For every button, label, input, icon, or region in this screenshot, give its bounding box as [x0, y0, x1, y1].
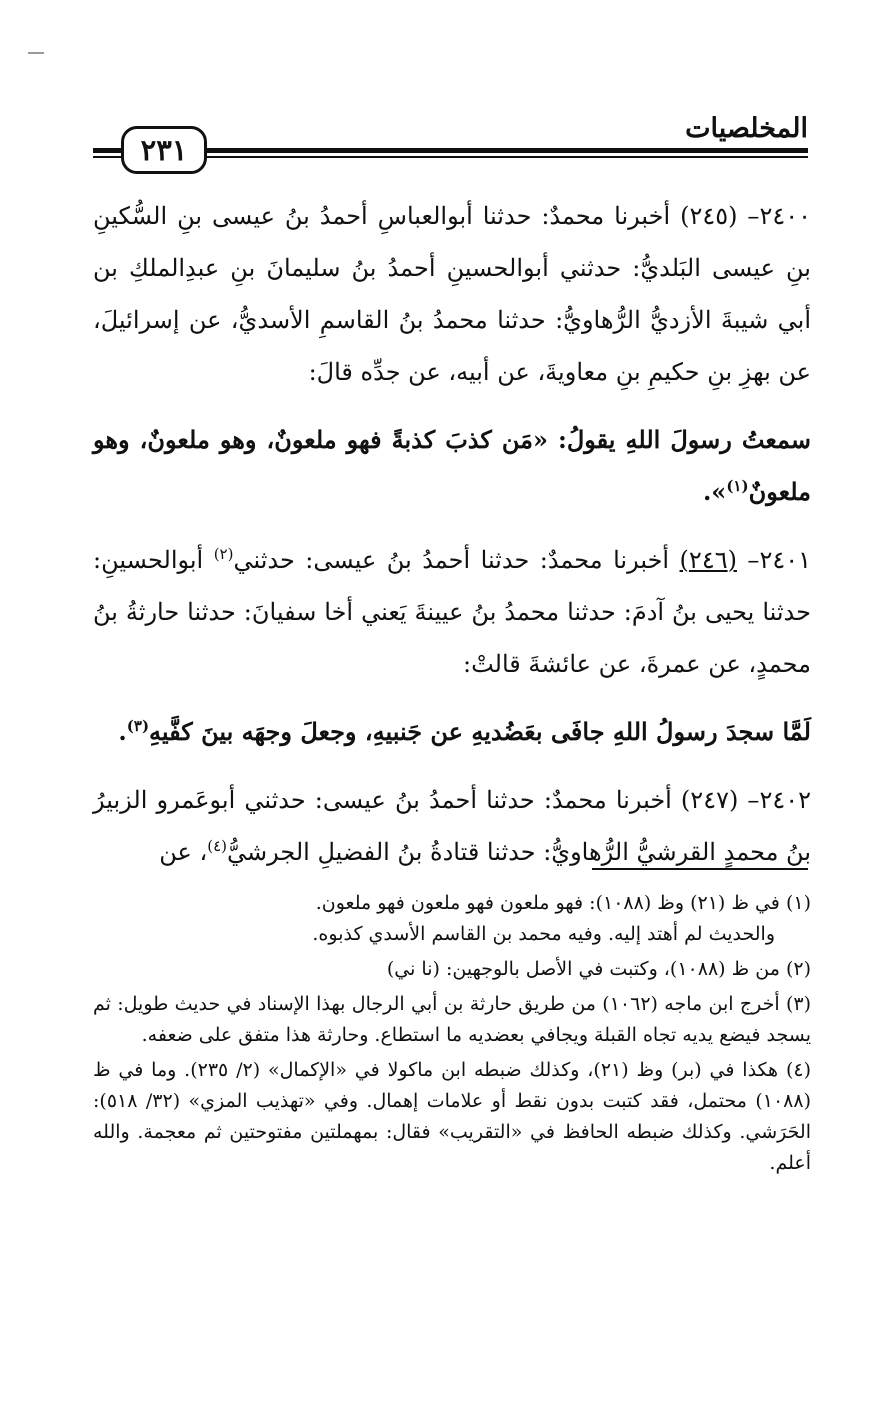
footnote-marker: (٤) [207, 837, 227, 855]
isnad-end: أبوالحسينِ: حدثنا يحيى بنُ آدمَ: حدثنا محمدُ بنُ عيينةَ يَعني أخا سفيانَ: حدثنا حارثةُ بنُ محمدٍ، عن عمرةَ، عن عائشةَ قالتْ: [93, 546, 811, 678]
running-title: المخلصيات [685, 113, 808, 144]
page-header [93, 112, 808, 172]
footnote-marker: (٢) [213, 545, 234, 563]
hadith-matn [93, 706, 811, 758]
footnote-continuation: والحديث لم أهتد إليه. وفيه محمد بن القاسم الأسدي كذبوه. [312, 923, 775, 945]
main-text [93, 190, 811, 878]
hadith-matn [93, 414, 811, 518]
matn-text: سمعتُ رسولَ اللهِ يقولُ: «مَن كذبَ كذبةً فهو ملعونٌ، وهو ملعونٌ، وهو ملعونٌ [93, 425, 811, 506]
footnote-label: (١) [785, 892, 811, 914]
footnote-marker: (٣) [126, 717, 150, 735]
footnote [93, 954, 811, 985]
footnote-text: هكذا في (بر) وظ (٢١)، وكذلك ضبطه ابن ماكولا في «الإكمال» (٢/ ٢٣٥). وما في ظ (١٠٨٨) محتمل، فقد كتبت بدون نقط أو علامات إهمال. وفي «تهذيب المزي» (٣٢/ ٥١٨): الحَرَشي. وكذلك ضبطه الحافظ في «التقريب» فقال: بمهملتين مفتوحتين ثم معجمة. والله أعلم. [93, 1059, 811, 1174]
matn-end: ». [702, 477, 727, 506]
isnad-start: ٢٤٠١– [736, 546, 811, 574]
footnote-label: (٤) [785, 1059, 811, 1081]
hadith-isnad [93, 774, 811, 878]
hadith-number: (٢٤٦) [679, 546, 737, 574]
matn-end: . [118, 717, 127, 746]
footnote-label: (٣) [785, 993, 812, 1015]
hadith-isnad [93, 534, 811, 690]
scan-mark [28, 52, 44, 54]
footnotes [93, 888, 811, 1183]
footnote-label: (٢) [785, 958, 811, 980]
footnote-marker: (١) [726, 477, 749, 495]
isnad-text: ٢٤٠٠– (٢٤٥) أخبرنا محمدٌ: حدثنا أبوالعباسِ أحمدُ بنُ عيسى بنِ السُّكينِ بنِ عيسى البَلديُّ: حدثني أبوالحسينِ أحمدُ بنُ سليمانَ بنِ عبدِالملكِ بن أبي شيبةَ الأزديُّ الرُّهاويُّ: حدثنا محمدُ بنُ القاسمِ الأسديُّ، عن إسرائيلَ، عن بهزِ بنِ حكيمِ بنِ معاويةَ، عن أبيه، عن جدِّه قالَ: [93, 202, 811, 386]
isnad-text: أخبرنا محمدٌ: حدثنا أحمدُ بنُ عيسى: حدثني [233, 546, 680, 574]
footnote-text: من ظ (١٠٨٨)، وكتبت في الأصل بالوجهين: (نا ني) [386, 958, 780, 980]
matn-text: لَمَّا سجدَ رسولُ اللهِ جافَى بعَضُديهِ عن جَنبيهِ، وجعلَ وجهَه بينَ كفَّيهِ [149, 717, 811, 746]
footnote [93, 888, 811, 950]
isnad-text: ٢٤٠٢– (٢٤٧) أخبرنا محمدٌ: حدثنا أحمدُ بنُ عيسى: حدثني أبوعَمرو الزبيرُ بنُ محمدٍ القرشيُّ الرُّهاويُّ: حدثنا قتادةُ بنُ الفضيلِ الجرشيُّ [93, 786, 811, 866]
page-number: ٢٣١ [121, 126, 207, 174]
footnote-text: في ظ (٢١) وظ (١٠٨٨): فهو ملعون فهو ملعون فهو ملعون. [315, 892, 780, 914]
footnote [93, 1055, 811, 1179]
footnote-separator [592, 868, 808, 870]
footnote [93, 989, 811, 1051]
isnad-end: ، عن [159, 838, 208, 866]
footnote-text: أخرج ابن ماجه (١٠٦٢) من طريق حارثة بن أبي الرجال بهذا الإسناد في حديث طويل: ثم يسجد فيضع يديه تجاه القبلة ويجافي بعضديه ما استطاع. وحارثة هذا متفق على ضعفه. [93, 993, 811, 1046]
hadith-isnad [93, 190, 811, 398]
